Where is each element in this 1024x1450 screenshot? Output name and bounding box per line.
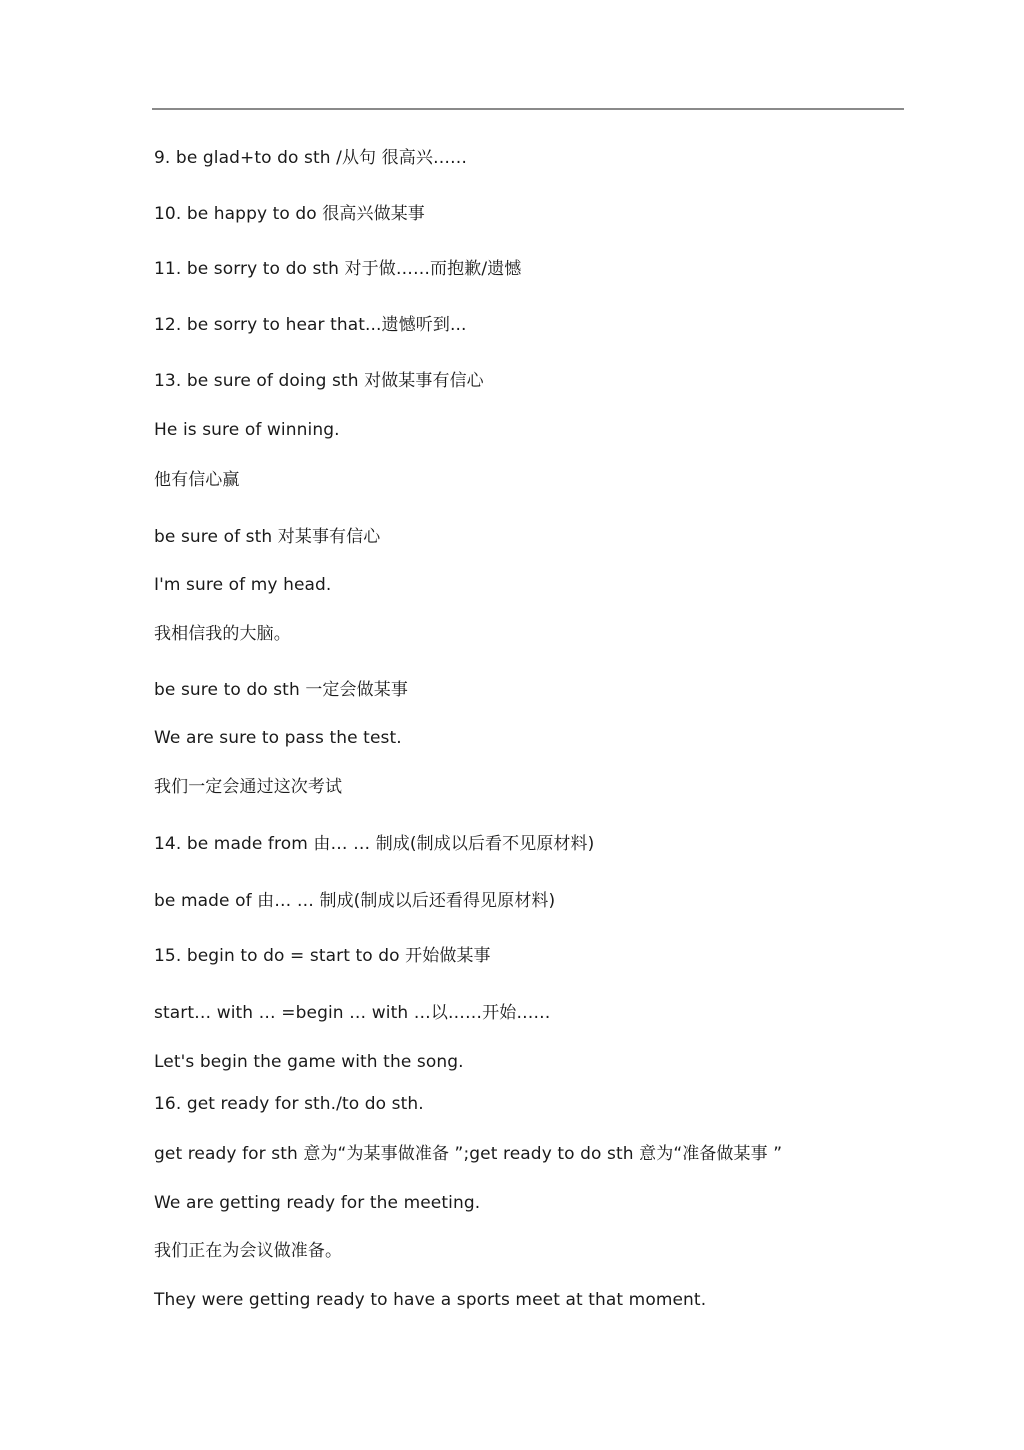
text-line-15-begin-to-do: 15. begin to do = start to do 开始做某事 — [154, 946, 491, 966]
example-translation: 我相信我的大脑。 — [154, 624, 291, 644]
example-sentence: He is sure of winning. — [154, 420, 340, 440]
text-line-be-made-of: be made of 由… … 制成(制成以后还看得见原材料) — [154, 891, 556, 911]
example-sentence: They were getting ready to have a sports meet at that moment. — [154, 1290, 707, 1310]
example-translation: 我们一定会通过这次考试 — [154, 777, 343, 797]
text-line-16-get-ready: 16. get ready for sth./to do sth. — [154, 1094, 424, 1114]
text-line-be-sure-of-sth: be sure of sth 对某事有信心 — [154, 527, 381, 547]
text-line-13-be-sure-of-doing: 13. be sure of doing sth 对做某事有信心 — [154, 371, 484, 391]
text-line-12-be-sorry-to-hear: 12. be sorry to hear that...遗憾听到... — [154, 315, 467, 335]
text-line-10-be-happy: 10. be happy to do 很高兴做某事 — [154, 204, 425, 224]
text-line-9-be-glad: 9. be glad+to do sth /从句 很高兴…… — [154, 148, 468, 168]
header-rule — [152, 108, 904, 110]
text-line-get-ready-meaning: get ready for sth 意为“为某事做准备 ”;get ready to do sth 意为“准备做某事 ” — [154, 1144, 783, 1164]
example-sentence: I'm sure of my head. — [154, 575, 332, 595]
text-line-start-with: start… with … =begin … with …以……开始…… — [154, 1003, 551, 1023]
example-sentence: Let's begin the game with the song. — [154, 1052, 464, 1072]
example-translation: 他有信心赢 — [154, 470, 240, 490]
example-sentence: We are getting ready for the meeting. — [154, 1193, 481, 1213]
text-line-be-sure-to-do: be sure to do sth 一定会做某事 — [154, 680, 408, 700]
example-translation: 我们正在为会议做准备。 — [154, 1241, 343, 1261]
text-line-11-be-sorry-to-do: 11. be sorry to do sth 对于做……而抱歉/遗憾 — [154, 259, 522, 279]
example-sentence: We are sure to pass the test. — [154, 728, 402, 748]
text-line-14-be-made-from: 14. be made from 由… … 制成(制成以后看不见原材料) — [154, 834, 595, 854]
